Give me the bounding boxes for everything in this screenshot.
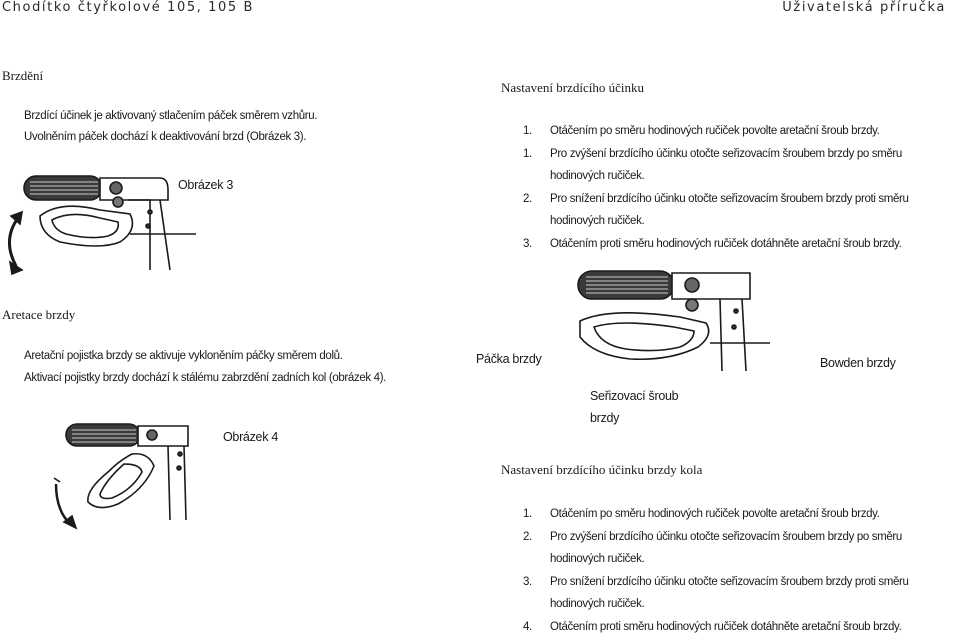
step-text: hodinových ručiček.	[550, 165, 909, 188]
document-subtitle: Uživatelská příručka	[782, 0, 946, 15]
brake-adjust-heading: Nastavení brzdícího účinku	[501, 80, 644, 96]
step-number: 1.	[523, 503, 532, 526]
step-item	[523, 233, 909, 256]
step-text: hodinových ručiček.	[550, 593, 909, 616]
label-adjust-screw-cont: brzdy	[590, 411, 619, 425]
parking-line: Aktivací pojistky brzdy dochází k stálému zabrzdění zadních kol (obrázek 4).	[24, 367, 386, 389]
document-title: Chodítko čtyřkolové 105, 105 B	[2, 0, 254, 15]
step-item	[523, 571, 909, 616]
parking-line: Aretační pojistka brzdy se aktivuje vykloněním páčky směrem dolů.	[24, 345, 386, 367]
figure-4-handle-illustration	[48, 420, 228, 532]
brake-mechanism-diagram	[570, 265, 770, 375]
braking-text	[24, 106, 317, 148]
step-text: Otáčením po směru hodinových ručiček povolte aretační šroub brzdy.	[550, 508, 880, 520]
step-item	[523, 143, 909, 188]
step-text: Otáčením po směru hodinových ručiček povolte aretační šroub brzdy.	[550, 125, 880, 137]
wheel-adjust-steps	[523, 503, 909, 638]
brake-adjust-steps	[523, 120, 909, 255]
step-number: 3.	[523, 233, 532, 256]
step-item	[523, 526, 909, 571]
figure-4-caption: Obrázek 4	[223, 430, 278, 444]
step-item	[523, 188, 909, 233]
step-item	[523, 616, 909, 638]
parking-heading: Aretace brzdy	[2, 307, 75, 323]
step-number: 1.	[523, 120, 532, 143]
step-text: hodinových ručiček.	[550, 210, 909, 233]
wheel-adjust-heading: Nastavení brzdícího účinku brzdy kola	[501, 462, 702, 478]
step-text: Pro zvýšení brzdícího účinku otočte seřizovacím šroubem brzdy po směru	[550, 143, 909, 166]
label-brake-cable: Bowden brzdy	[820, 356, 896, 370]
step-number: 3.	[523, 571, 532, 594]
figure-3-handle-illustration	[0, 170, 200, 275]
braking-line: Uvolněním páček dochází k deaktivování brzd (Obrázek 3).	[24, 127, 317, 148]
label-adjust-screw: Seřizovací šroub	[590, 389, 678, 403]
step-text: hodinových ručiček.	[550, 548, 909, 571]
step-text: Pro snížení brzdícího účinku otočte seřizovacím šroubem brzdy proti směru	[550, 188, 909, 211]
step-item	[523, 120, 909, 143]
step-number: 2.	[523, 526, 532, 549]
figure-3-caption: Obrázek 3	[178, 178, 233, 192]
step-text: Pro zvýšení brzdícího účinku otočte seřizovacím šroubem brzdy po směru	[550, 526, 909, 549]
label-brake-lever: Páčka brzdy	[476, 352, 541, 366]
step-item	[523, 503, 909, 526]
step-text: Pro snížení brzdícího účinku otočte seřizovacím šroubem brzdy proti směru	[550, 571, 909, 594]
step-number: 2.	[523, 188, 532, 211]
step-text: Otáčením proti směru hodinových ručiček dotáhněte aretační šroub brzdy.	[550, 621, 901, 633]
braking-line: Brzdící účinek je aktivovaný stlačením páček směrem vzhůru.	[24, 106, 317, 127]
step-text: Otáčením proti směru hodinových ručiček dotáhněte aretační šroub brzdy.	[550, 238, 901, 250]
step-number: 4.	[523, 616, 532, 638]
braking-heading: Brzdění	[2, 68, 43, 84]
step-number: 1.	[523, 143, 532, 166]
parking-text	[24, 345, 386, 389]
